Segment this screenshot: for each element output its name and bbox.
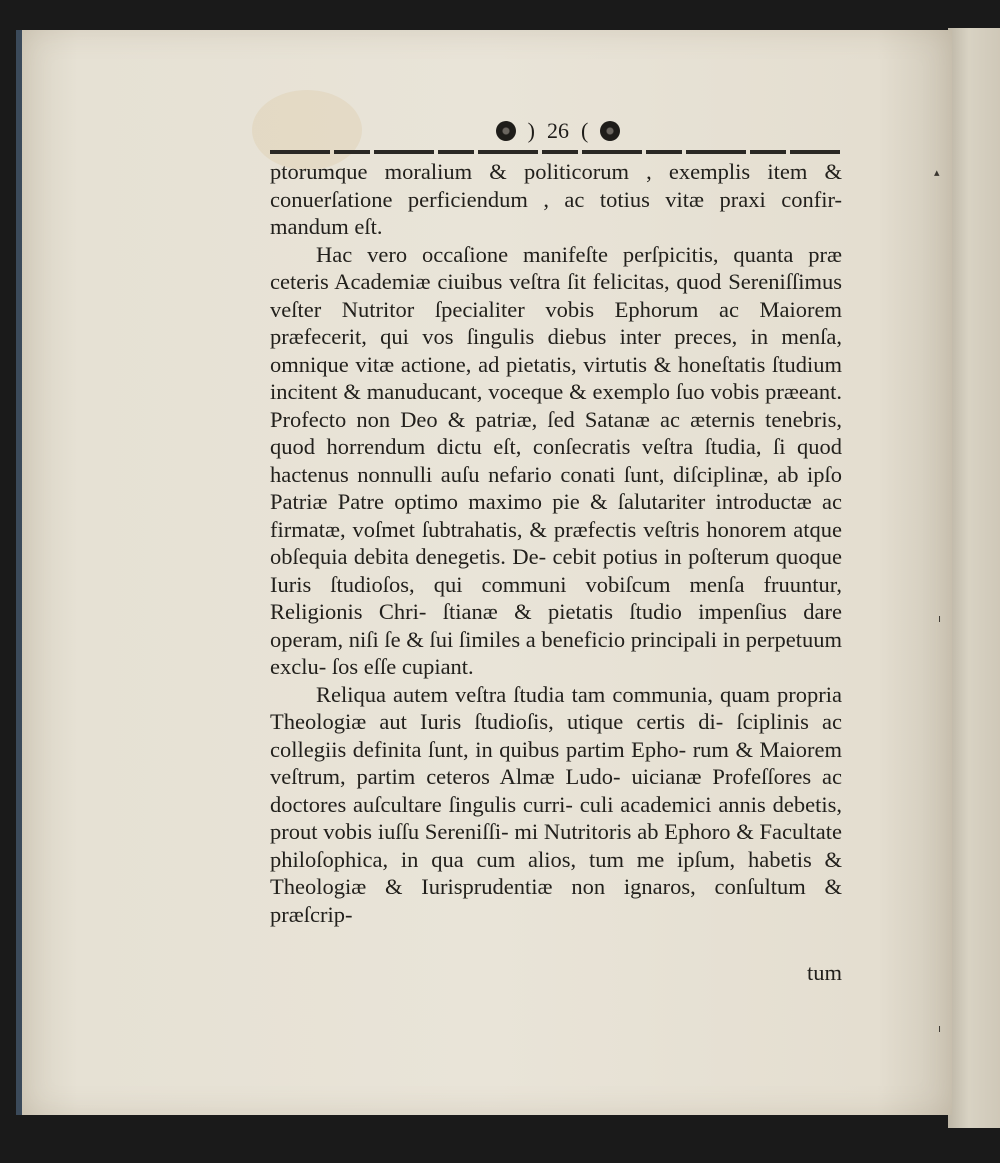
header-right-mark: (	[581, 118, 589, 143]
page-number-block	[458, 114, 658, 148]
text-line: veſtris honorem atque obſequia debita denegetis. De-	[270, 516, 842, 569]
text-line: Sereniſſimus veſter Nutritor ſpecialiter vobis Ephorum	[270, 269, 842, 322]
page-number: 26	[547, 118, 569, 143]
text-line: & Iurisprudentiæ non ignaros, conſultum & præſcrip-	[270, 874, 842, 927]
margin-mark-icon: ı	[938, 612, 942, 625]
facing-page-edge	[948, 28, 1000, 1128]
right-ornament-icon	[600, 121, 620, 141]
text-line: horrendum dictu eſt, conſecratis veſtra ſtudia, ſi quod	[326, 434, 842, 459]
header-left-mark: )	[527, 118, 535, 143]
text-line: voceque & exemplo ſuo vobis præeant. Profecto non	[270, 379, 842, 432]
text-line: hactenus nonnulli auſu nefario conati ſunt, diſciplinæ,	[270, 461, 769, 487]
paragraph-p1	[270, 158, 842, 241]
text-line: mi Nutritoris ab Ephoro & Facultate philoſophica, in	[270, 819, 843, 872]
page-header	[270, 114, 840, 154]
left-ornament-icon	[496, 121, 516, 141]
paragraph-p3	[270, 681, 842, 929]
text-line: ab ipſo Patriæ Patre optimo maximo pie & ſalutariter	[270, 461, 842, 514]
text-line: culi academici annis debetis, prout vobis iuſſu Sereniſſi-	[270, 791, 843, 844]
text-line: qua cum alios, tum me ipſum, habetis & Theologiæ	[270, 846, 843, 899]
text-line: ſciplinis ac collegiis definita ſunt, in quibus partim Epho-	[270, 709, 842, 762]
text-line: communi vobiſcum menſa fruuntur, Religionis Chri-	[270, 571, 842, 624]
catchword: tum	[806, 960, 842, 985]
text-line: Deo & patriæ, ſed Satanæ ac æternis tenebris, quod	[270, 406, 843, 459]
text-line: præ ceteris Academiæ ciuibus veſtra ſit felicitas, quod	[270, 241, 843, 294]
text-line: conuerſatione perficiendum , ac totius vitæ praxi confir-	[270, 186, 842, 212]
header-rule	[270, 150, 840, 154]
margin-mark-icon: ı	[938, 1022, 942, 1035]
text-line: uicianæ Profeſſores ac doctores auſcultare ſingulis curri-	[270, 764, 843, 817]
paragraph-p2	[270, 241, 842, 681]
body-text	[270, 158, 842, 928]
text-line: ſtianæ & pietatis ſtudio impenſius dare operam, niſi ſe	[270, 599, 843, 652]
text-line: ptorumque moralium & politicorum , exemplis item &	[270, 159, 842, 184]
text-line: preces, in menſa, omnique vitæ actione, ad pietatis,	[270, 324, 842, 377]
text-line: & ſui ſimiles a beneficio principali in perpetuum exclu-	[270, 626, 842, 679]
text-line: Reliqua autem veſtra ſtudia tam communia, quam	[316, 681, 770, 707]
text-line: virtutis & honeſtatis ſtudium incitent & manuducant,	[270, 351, 843, 404]
text-line: ac Maiorem præfecerit, qui vos ſingulis diebus inter	[270, 296, 843, 349]
text-line: Hac vero occaſione manifeſte perſpicitis, quanta	[316, 241, 794, 267]
text-line: propria Theologiæ aut Iuris ſtudioſis, utique certis di-	[270, 681, 843, 734]
text-line: introductæ ac firmatæ, voſmet ſubtrahatis, & præfectis	[270, 489, 842, 542]
text-line: cebit potius in poſterum quoque Iuris ſtudioſos, qui	[270, 544, 842, 597]
margin-mark-icon: ▴	[934, 166, 940, 179]
text-line: rum & Maiorem veſtrum, partim ceteros Almæ Ludo-	[270, 736, 843, 789]
text-line: ſos eſſe cupiant.	[331, 654, 474, 679]
text-line: mandum eſt.	[270, 214, 383, 239]
